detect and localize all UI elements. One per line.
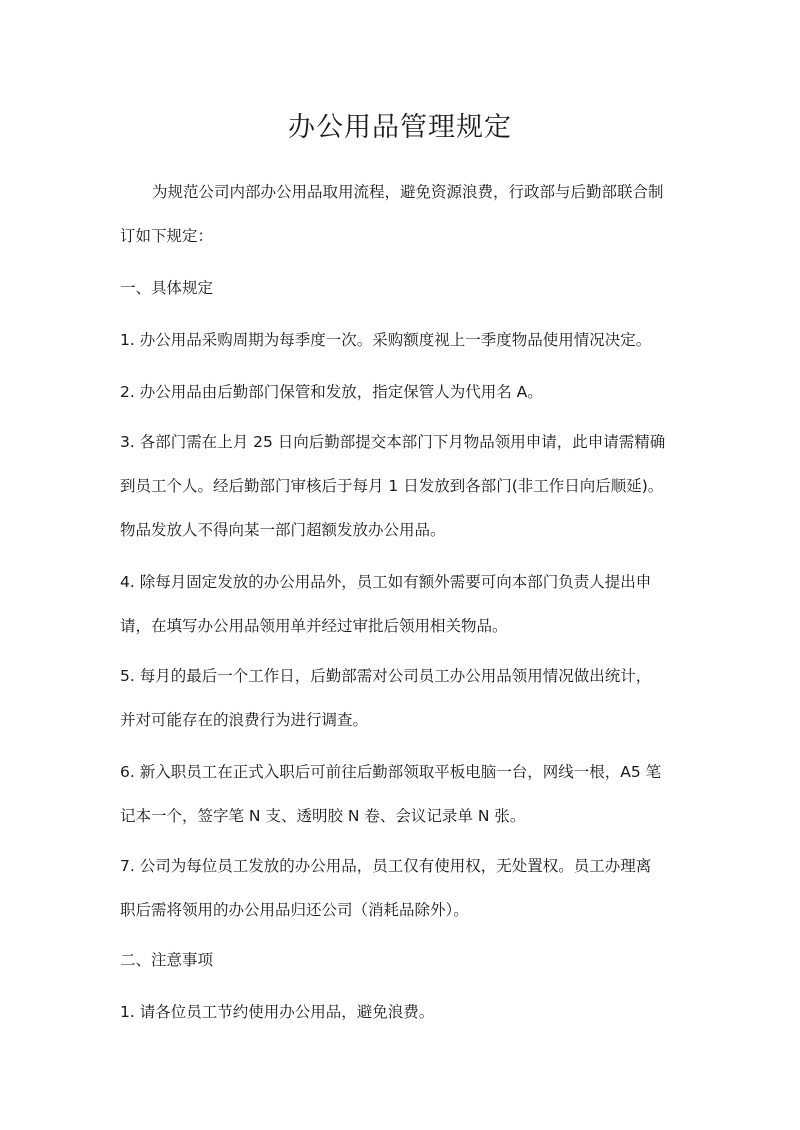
rule-4-line-2: 请，在填写办公用品领用单并经过审批后领用相关物品。: [120, 617, 508, 635]
rule-6-line-1: 6. 新入职员工在正式入职后可前往后勤部领取平板电脑一台，网线一根，A5 笔: [120, 763, 662, 781]
rule-4-line-1: 4. 除每月固定发放的办公用品外，员工如有额外需要可向本部门负责人提出申: [120, 573, 652, 591]
rule-3-line-2: 到员工个人。经后勤部门审核后于每月 1 日发放到各部门(非工作日向后顺延)。: [120, 477, 664, 495]
rule-1-line-1: 1. 办公用品采购周期为每季度一次。采购额度视上一季度物品使用情况决定。: [120, 331, 652, 349]
rule-3-line-1: 3. 各部门需在上月 25 日向后勤部提交本部门下月物品领用申请，此申请需精确: [120, 433, 666, 451]
section-heading-rules: 一、具体规定: [120, 279, 214, 297]
intro-line-1: 为规范公司内部办公用品取用流程，避免资源浪费，行政部与后勤部联合制: [152, 183, 664, 201]
rule-6-line-2: 记本一个，签字笔 N 支、透明胶 N 卷、会议记录单 N 张。: [120, 807, 526, 825]
rule-7-line-1: 7. 公司为每位员工发放的办公用品，员工仅有使用权，无处置权。员工办理离: [120, 857, 652, 875]
rule-5-line-2: 并对可能存在的浪费行为进行调查。: [120, 711, 369, 729]
intro-line-2: 订如下规定：: [120, 227, 214, 245]
section-heading-notes: 二、注意事项: [120, 951, 214, 969]
rule-7-line-2: 职后需将领用的办公用品归还公司（消耗品除外）。: [120, 901, 469, 919]
document-title: 办公用品管理规定: [288, 112, 512, 143]
rule-5-line-1: 5. 每月的最后一个工作日，后勤部需对公司员工办公用品领用情况做出统计，: [120, 667, 652, 685]
rule-3-line-3: 物品发放人不得向某一部门超额发放办公用品。: [120, 521, 446, 539]
rule-2-line-1: 2. 办公用品由后勤部门保管和发放，指定保管人为代用名 A。: [120, 383, 543, 401]
note-1-line-1: 1. 请各位员工节约使用办公用品，避免浪费。: [120, 1003, 435, 1021]
